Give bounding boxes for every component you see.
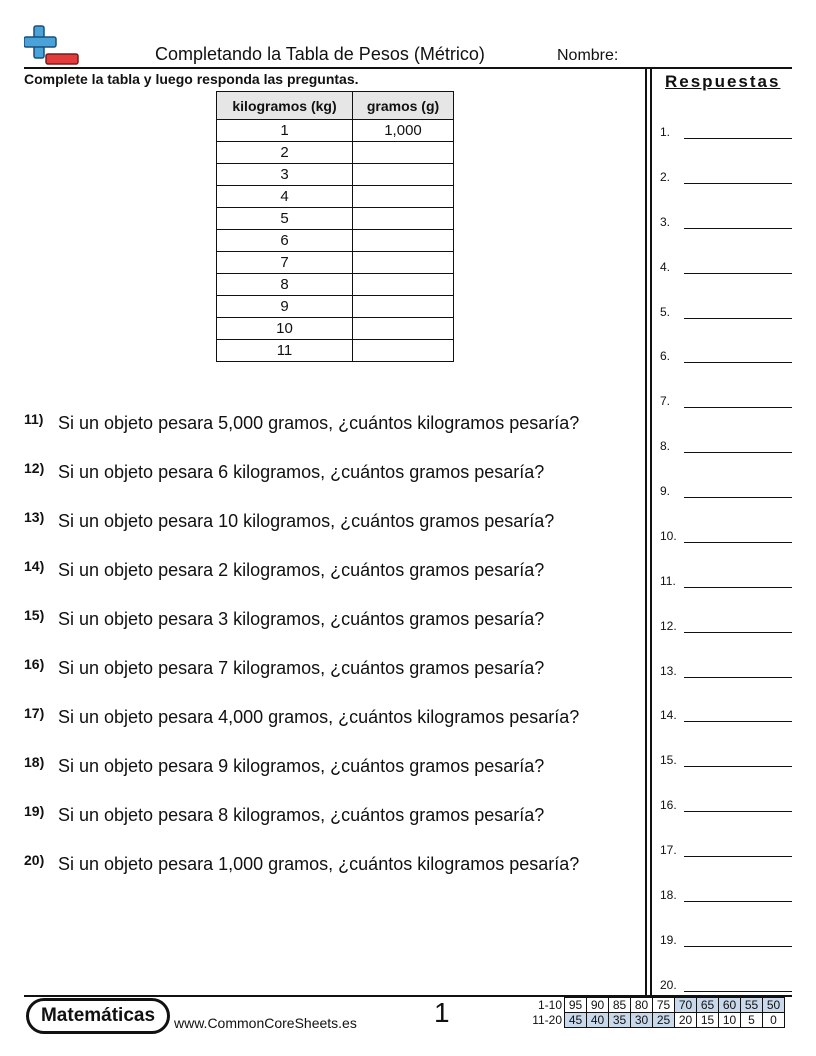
answer-line[interactable] — [660, 388, 792, 408]
answer-blank[interactable] — [684, 901, 792, 902]
column-divider — [645, 69, 647, 996]
table-row — [217, 230, 454, 252]
question-item — [24, 854, 639, 875]
answer-number: 7. — [660, 394, 671, 408]
g-cell[interactable] — [353, 274, 454, 296]
score-table — [530, 997, 785, 1028]
question-text: Si un objeto pesara 10 kilogramos, ¿cuántos gramos pesaría? — [58, 511, 555, 531]
table-row — [217, 208, 454, 230]
answer-number: 18. — [660, 888, 677, 902]
answer-number: 11. — [660, 574, 676, 588]
answer-number: 16. — [660, 798, 677, 812]
question-text: Si un objeto pesara 6 kilogramos, ¿cuántos gramos pesaría? — [58, 462, 545, 482]
answer-line[interactable] — [660, 478, 792, 498]
question-item — [24, 462, 639, 483]
answer-blank[interactable] — [684, 407, 792, 408]
g-cell[interactable] — [353, 208, 454, 230]
answer-line[interactable] — [660, 433, 792, 453]
answer-number: 20. — [660, 978, 677, 992]
answer-line[interactable] — [660, 523, 792, 543]
question-item — [24, 413, 639, 434]
question-text: Si un objeto pesara 4,000 gramos, ¿cuántos kilogramos pesaría? — [58, 707, 580, 727]
table-header-row — [217, 92, 454, 120]
score-cell: 95 — [565, 998, 587, 1013]
answer-blank[interactable] — [684, 542, 792, 543]
question-item — [24, 707, 639, 728]
answer-blank[interactable] — [684, 452, 792, 453]
table-row — [217, 318, 454, 340]
question-number: 17) — [24, 705, 45, 721]
answer-blank[interactable] — [684, 273, 792, 274]
g-cell[interactable] — [353, 230, 454, 252]
subject-badge: Matemáticas — [26, 998, 170, 1034]
score-cell: 20 — [675, 1013, 697, 1028]
score-cell: 10 — [719, 1013, 741, 1028]
answer-blank[interactable] — [684, 632, 792, 633]
table-row — [217, 142, 454, 164]
answer-blank[interactable] — [684, 991, 792, 992]
answer-line[interactable] — [660, 792, 792, 812]
question-text: Si un objeto pesara 8 kilogramos, ¿cuántos gramos pesaría? — [58, 805, 545, 825]
question-text: Si un objeto pesara 2 kilogramos, ¿cuántos gramos pesaría? — [58, 560, 545, 580]
answer-number: 12. — [660, 619, 677, 633]
kg-cell: 2 — [217, 142, 353, 164]
question-number: 18) — [24, 754, 45, 770]
table-header-kg: kilogramos (kg) — [217, 92, 353, 120]
kg-cell: 1 — [217, 120, 353, 142]
g-cell[interactable] — [353, 296, 454, 318]
score-cell: 85 — [609, 998, 631, 1013]
answer-line[interactable] — [660, 343, 792, 363]
table-row — [217, 164, 454, 186]
table-row — [217, 252, 454, 274]
score-cell: 90 — [587, 998, 609, 1013]
answer-line[interactable] — [660, 882, 792, 902]
answer-line[interactable] — [660, 119, 792, 139]
g-cell[interactable] — [353, 142, 454, 164]
answer-blank[interactable] — [684, 183, 792, 184]
table-row — [217, 296, 454, 318]
answer-number: 17. — [660, 843, 677, 857]
answer-blank[interactable] — [684, 587, 792, 588]
score-cell: 45 — [565, 1013, 587, 1028]
score-cell: 80 — [631, 998, 653, 1013]
answer-blank[interactable] — [684, 497, 792, 498]
page-number: 1 — [434, 997, 450, 1028]
question-number: 19) — [24, 803, 45, 819]
question-item — [24, 560, 639, 581]
question-number: 16) — [24, 656, 45, 672]
page-title: Completando la Tabla de Pesos (Métrico) — [155, 44, 485, 64]
answer-number: 6. — [660, 349, 671, 363]
answer-blank[interactable] — [684, 138, 792, 139]
answer-number: 13. — [660, 664, 677, 678]
header-divider — [24, 67, 792, 69]
answer-number: 9. — [660, 484, 671, 498]
kg-cell: 4 — [217, 186, 353, 208]
question-text: Si un objeto pesara 1,000 gramos, ¿cuántos kilogramos pesaría? — [58, 854, 580, 874]
score-cell: 0 — [763, 1013, 785, 1028]
question-item — [24, 658, 639, 679]
answer-line[interactable] — [660, 702, 792, 722]
score-row — [530, 998, 785, 1013]
answer-line[interactable] — [660, 747, 792, 767]
table-row — [217, 186, 454, 208]
answer-blank[interactable] — [684, 228, 792, 229]
answer-line[interactable] — [660, 972, 792, 992]
score-cell: 5 — [741, 1013, 763, 1028]
score-cell: 30 — [631, 1013, 653, 1028]
score-cell: 25 — [653, 1013, 675, 1028]
answer-number: 10. — [660, 529, 677, 543]
score-row — [530, 1013, 785, 1028]
answer-line[interactable] — [660, 658, 792, 678]
plus-minus-logo-icon — [24, 24, 80, 68]
question-text: Si un objeto pesara 7 kilogramos, ¿cuántos gramos pesaría? — [58, 658, 545, 678]
question-item — [24, 609, 639, 630]
g-cell[interactable] — [353, 186, 454, 208]
kg-cell: 3 — [217, 164, 353, 186]
g-cell[interactable] — [353, 318, 454, 340]
score-cell: 40 — [587, 1013, 609, 1028]
score-cell: 50 — [763, 998, 785, 1013]
answer-number: 5. — [660, 305, 671, 319]
answer-line[interactable] — [660, 837, 792, 857]
answer-number: 2. — [660, 170, 671, 184]
score-cell: 70 — [675, 998, 697, 1013]
answer-number: 4. — [660, 260, 671, 274]
name-label: Nombre: — [557, 47, 619, 64]
answer-line[interactable] — [660, 209, 792, 229]
answer-line[interactable] — [660, 164, 792, 184]
answer-blank[interactable] — [684, 946, 792, 947]
instructions: Complete la tabla y luego responda las preguntas. — [24, 71, 359, 87]
answer-line[interactable] — [660, 254, 792, 274]
question-number: 20) — [24, 852, 45, 868]
question-text: Si un objeto pesara 5,000 gramos, ¿cuántos kilogramos pesaría? — [58, 413, 580, 433]
answers-title: Respuestas — [665, 72, 781, 91]
kg-cell: 8 — [217, 274, 353, 296]
question-text: Si un objeto pesara 9 kilogramos, ¿cuántos gramos pesaría? — [58, 756, 545, 776]
kg-cell: 10 — [217, 318, 353, 340]
answer-blank[interactable] — [684, 362, 792, 363]
answer-number: 3. — [660, 215, 671, 229]
table-row — [217, 120, 454, 142]
question-item — [24, 511, 639, 532]
question-number: 14) — [24, 558, 45, 574]
answer-line[interactable] — [660, 299, 792, 319]
table-header-g: gramos (g) — [353, 92, 454, 120]
kg-cell: 11 — [217, 340, 353, 362]
score-cell: 60 — [719, 998, 741, 1013]
answer-blank[interactable] — [684, 856, 792, 857]
answer-number: 19. — [660, 933, 677, 947]
question-item — [24, 805, 639, 826]
kg-cell: 9 — [217, 296, 353, 318]
question-number: 15) — [24, 607, 45, 623]
kg-cell: 6 — [217, 230, 353, 252]
column-divider — [650, 69, 652, 996]
answer-line[interactable] — [660, 568, 792, 588]
g-cell[interactable] — [353, 252, 454, 274]
answer-blank[interactable] — [684, 677, 792, 678]
answer-number: 1. — [660, 125, 671, 139]
score-cell: 75 — [653, 998, 675, 1013]
question-number: 11) — [24, 411, 44, 427]
table-row — [217, 340, 454, 362]
question-text: Si un objeto pesara 3 kilogramos, ¿cuántos gramos pesaría? — [58, 609, 545, 629]
kg-cell: 5 — [217, 208, 353, 230]
table-row — [217, 274, 454, 296]
g-cell[interactable] — [353, 340, 454, 362]
answer-blank[interactable] — [684, 811, 792, 812]
question-item — [24, 756, 639, 777]
answer-number: 15. — [660, 753, 677, 767]
score-cell: 35 — [609, 1013, 631, 1028]
score-cell: 65 — [697, 998, 719, 1013]
score-range-label: 1-10 — [537, 998, 562, 1012]
g-cell[interactable] — [353, 164, 454, 186]
answer-blank[interactable] — [684, 766, 792, 767]
score-cell: 55 — [741, 998, 763, 1013]
answer-line[interactable] — [660, 613, 792, 633]
g-cell[interactable]: 1,000 — [353, 120, 454, 142]
score-range-label: 11-20 — [532, 1013, 562, 1027]
answer-blank[interactable] — [684, 318, 792, 319]
answer-line[interactable] — [660, 927, 792, 947]
question-number: 12) — [24, 460, 45, 476]
website-link[interactable]: www.CommonCoreSheets.es — [174, 1015, 357, 1031]
score-cell: 15 — [697, 1013, 719, 1028]
answer-number: 14. — [660, 708, 677, 722]
answer-number: 8. — [660, 439, 671, 453]
conversion-table — [216, 91, 454, 362]
answer-blank[interactable] — [684, 721, 792, 722]
question-number: 13) — [24, 509, 45, 525]
kg-cell: 7 — [217, 252, 353, 274]
